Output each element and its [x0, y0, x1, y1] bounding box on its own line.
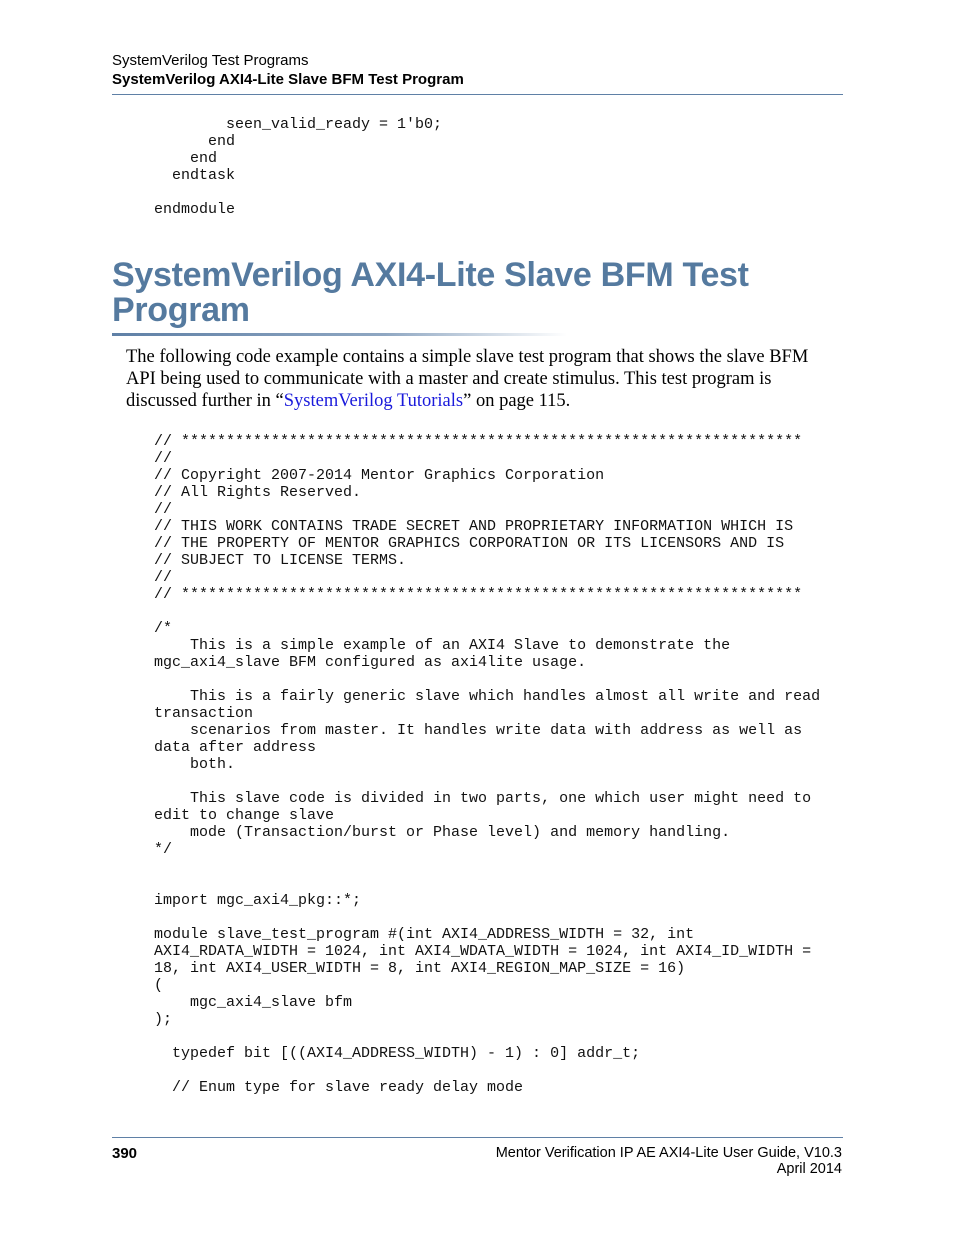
intro-text-before: The following code example contains a simple slave test program that shows the slave BFM API being used to communicate with a master and create stimulus. This test program is discussed further in “	[126, 347, 809, 411]
footer-date: April 2014	[776, 1161, 842, 1177]
footer-divider	[112, 1137, 843, 1138]
code-block-main: // ********************************************************************* // // Copyright 2007-2014 Mentor Graphics Corporation // All Rights Reserved. // // THIS WORK CONTAINS TRADE SECRET AND PROPRIETARY INFORMATION WHICH IS // THE PROPERTY OF MENTOR GRAPHICS CORPORATION OR ITS LICENSORS AND IS // SUBJECT TO LICENSE TERMS. // // ********************************************************************* /* This is a simple example of an AXI4 Slave to demonstrate the mgc_axi4_slave BFM configured as axi4lite usage. This is a fairly generic slave which handles almost all write and read transaction scenarios from master. It handles write data with address as well as data after address both. This slave code is divided in two parts, one which user might need to edit to change slave mode (Transaction/burst or Phase level) and memory handling. */ import mgc_axi4_pkg::*; module slave_test_program #(int AXI4_ADDRESS_WIDTH = 32, int AXI4_RDATA_WIDTH = 1024, int AXI4_WDATA_WIDTH = 1024, int AXI4_ID_WIDTH = 18, int AXI4_USER_WIDTH = 8, int AXI4_REGION_MAP_SIZE = 16) ( mgc_axi4_slave bfm ); typedef bit [((AXI4_ADDRESS_WIDTH) - 1) : 0] addr_t; // Enum type for slave ready delay mode	[154, 433, 821, 1096]
page-number: 390	[112, 1145, 138, 1162]
code-block-top: seen_valid_ready = 1'b0; end end endtask endmodule	[154, 116, 443, 218]
section-heading-line-1: SystemVerilog AXI4-Lite Slave BFM Test	[112, 256, 749, 294]
header-divider	[112, 94, 843, 95]
section-heading-line-2: Program	[112, 291, 250, 329]
heading-underline	[112, 333, 567, 336]
running-header-subsection: SystemVerilog AXI4-Lite Slave BFM Test Program	[112, 71, 464, 88]
intro-text-after: ” on page 115.	[463, 391, 571, 411]
systemverilog-tutorials-link[interactable]: SystemVerilog Tutorials	[283, 391, 464, 411]
running-header-section: SystemVerilog Test Programs	[112, 52, 309, 69]
intro-paragraph	[126, 346, 826, 412]
footer-guide-title: Mentor Verification IP AE AXI4-Lite User Guide, V10.3	[495, 1145, 842, 1161]
section-heading	[112, 258, 832, 328]
